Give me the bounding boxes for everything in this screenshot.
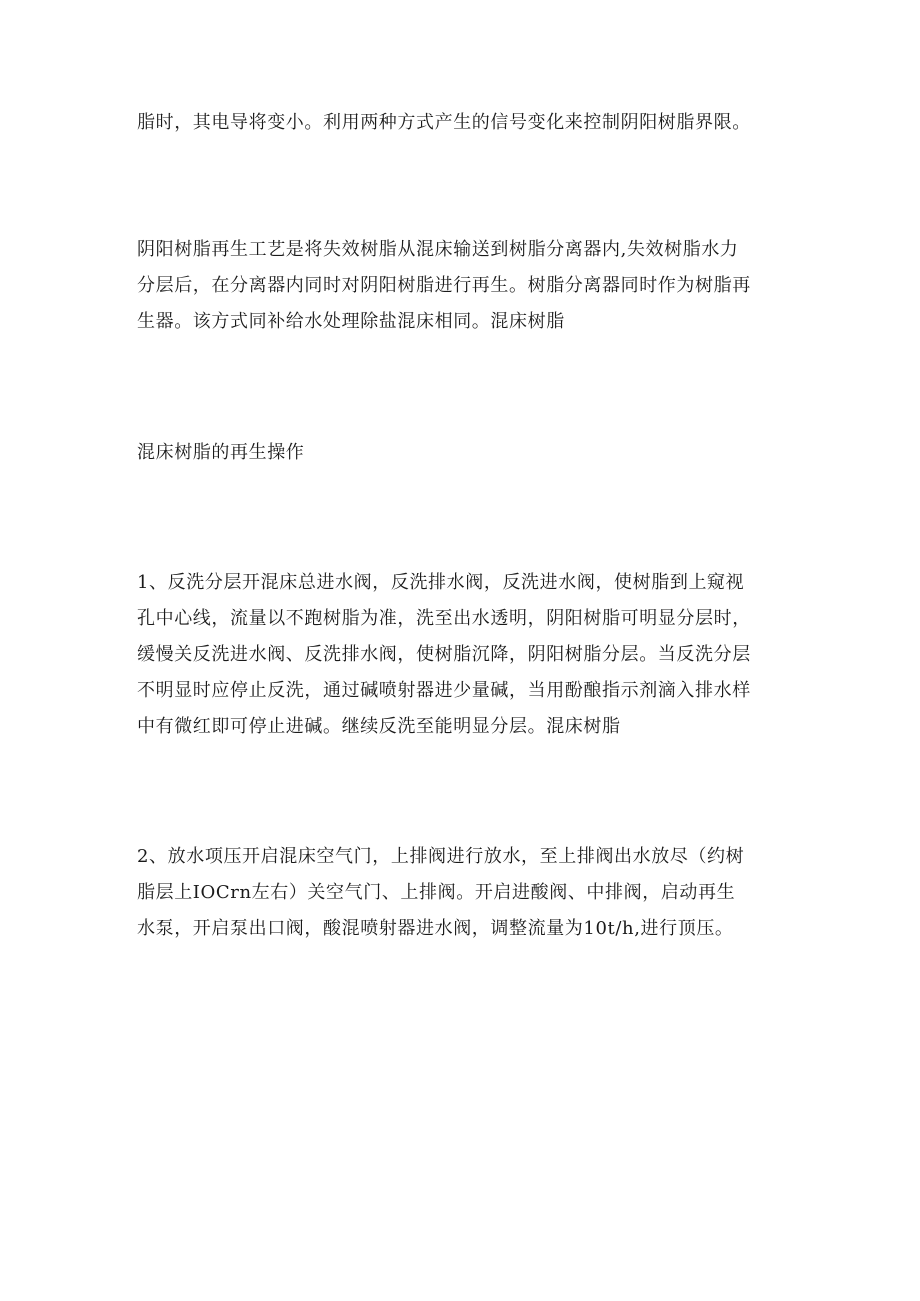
text-line: 分层后，在分离器内同时对阴阳树脂进行再生。树脂分离器同时作为树脂再: [137, 275, 751, 296]
step-1-backwash: [137, 565, 797, 745]
text-line: 中有微红即可停止进碱。继续反洗至能明显分层。混床树脂: [137, 716, 621, 737]
text-line: 不明显时应停止反洗，通过碱喷射器进少量碱，当用酚酿指示剂滴入排水样: [137, 680, 751, 701]
section-heading: [137, 435, 797, 471]
text-line: 2、放水项压开启混床空气门，上排阀进行放水，至上排阀出水放尽（约树: [137, 846, 745, 867]
text-line: 孔中心线，流量以不跑树脂为准，洗至出水透明，阴阳树脂可明显分层时，: [137, 608, 751, 629]
text-line: 阴阳树脂再生工艺是将失效树脂从混床输送到树脂分离器内,失效树脂水力: [137, 239, 739, 260]
text-line: 脂层上IOCrn左右）关空气门、上排阀。开启进酸阀、中排阀，启动再生: [137, 882, 736, 903]
paragraph-conductivity: [137, 105, 797, 141]
text-line: 生器。该方式同补给水处理除盐混床相同。混床树脂: [137, 311, 565, 332]
text-line: 1、反洗分层开混床总进水阀，反洗排水阀，反洗进水阀，使树脂到上窥视: [137, 572, 745, 593]
heading-text: 混床树脂的再生操作: [137, 442, 305, 463]
step-2-drain-pressure: [137, 839, 797, 947]
text-line: 脂时，其电导将变小。利用两种方式产生的信号变化来控制阴阳树脂界限。: [137, 112, 751, 133]
paragraph-regeneration-process: [137, 232, 797, 340]
text-line: 缓慢关反洗进水阀、反洗排水阀，使树脂沉降，阴阳树脂分层。当反洗分层: [137, 644, 751, 665]
text-line: 水泵，开启泵出口阀，酸混喷射器进水阀，调整流量为10t/h,进行顶压。: [137, 918, 734, 939]
